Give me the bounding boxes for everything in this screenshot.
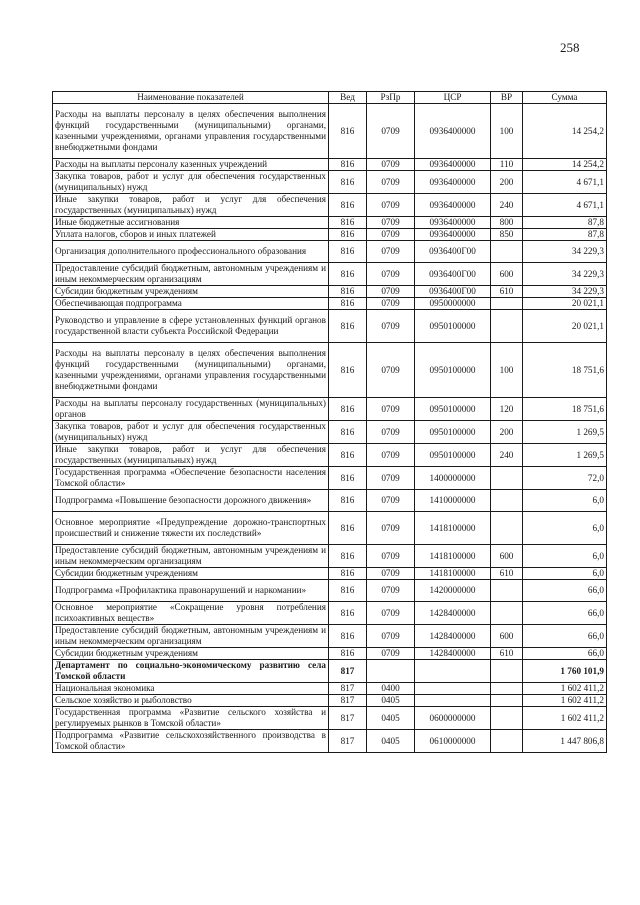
cell-sum: 66,0 <box>523 602 607 625</box>
cell-vr: 610 <box>491 286 523 298</box>
cell-name: Закупка товаров, работ и услуг для обеспечения государственных (муниципальных) нужд <box>53 171 329 194</box>
cell-name: Предоставление субсидий бюджетным, автономным учреждениям и иным некоммерческим организациям <box>53 545 329 568</box>
cell-ved: 817 <box>329 660 367 683</box>
cell-ved: 816 <box>329 398 367 421</box>
cell-csr: 1418100000 <box>415 545 491 568</box>
cell-vr <box>491 695 523 707</box>
cell-ved: 816 <box>329 602 367 625</box>
cell-sum: 20 021,1 <box>523 298 607 310</box>
cell-sum: 87,8 <box>523 217 607 229</box>
table-row <box>53 512 607 545</box>
cell-vr <box>491 730 523 753</box>
cell-vr: 600 <box>491 545 523 568</box>
cell-sum: 66,0 <box>523 625 607 648</box>
table-row <box>53 286 607 298</box>
cell-rzpr: 0709 <box>367 241 415 263</box>
cell-sum: 1 602 411,2 <box>523 683 607 695</box>
table-row <box>53 625 607 648</box>
cell-csr <box>415 695 491 707</box>
cell-vr <box>491 298 523 310</box>
cell-rzpr: 0709 <box>367 171 415 194</box>
cell-name: Субсидии бюджетным учреждениям <box>53 286 329 298</box>
cell-vr: 200 <box>491 421 523 444</box>
cell-name: Уплата налогов, сборов и иных платежей <box>53 229 329 241</box>
cell-vr <box>491 683 523 695</box>
cell-rzpr: 0709 <box>367 343 415 398</box>
cell-ved: 816 <box>329 545 367 568</box>
cell-sum: 72,0 <box>523 467 607 490</box>
cell-csr: 0936400000 <box>415 159 491 171</box>
cell-rzpr: 0709 <box>367 263 415 286</box>
table-row <box>53 298 607 310</box>
cell-ved: 817 <box>329 730 367 753</box>
table-row <box>53 229 607 241</box>
cell-rzpr: 0405 <box>367 730 415 753</box>
cell-name: Расходы на выплаты персоналу в целях обеспечения выполнения функций государственными (муниципальными) органами, казенными учреждениями, органами управления государственными внебюджетными фондами <box>53 343 329 398</box>
table-header-row <box>53 92 607 104</box>
table-row <box>53 648 607 660</box>
cell-name: Организация дополнительного профессионального образования <box>53 241 329 263</box>
cell-ved: 816 <box>329 241 367 263</box>
table-row <box>53 263 607 286</box>
cell-sum: 6,0 <box>523 490 607 512</box>
cell-name: Предоставление субсидий бюджетным, автономным учреждениям и иным некоммерческим организациям <box>53 625 329 648</box>
cell-rzpr: 0709 <box>367 298 415 310</box>
cell-vr: 120 <box>491 398 523 421</box>
cell-rzpr: 0709 <box>367 286 415 298</box>
table-row <box>53 217 607 229</box>
table-row <box>53 171 607 194</box>
cell-vr: 110 <box>491 159 523 171</box>
cell-vr <box>491 580 523 602</box>
cell-vr: 100 <box>491 104 523 159</box>
cell-csr: 1428400000 <box>415 648 491 660</box>
cell-ved: 816 <box>329 159 367 171</box>
cell-csr: 0610000000 <box>415 730 491 753</box>
table-row <box>53 343 607 398</box>
cell-vr: 100 <box>491 343 523 398</box>
table-row <box>53 568 607 580</box>
cell-ved: 816 <box>329 298 367 310</box>
table-row <box>53 602 607 625</box>
cell-ved: 817 <box>329 683 367 695</box>
cell-sum: 1 760 101,9 <box>523 660 607 683</box>
cell-name: Предоставление субсидий бюджетным, автономным учреждениям и иным некоммерческим организациям <box>53 263 329 286</box>
table-row <box>53 398 607 421</box>
cell-ved: 816 <box>329 194 367 217</box>
cell-name: Подпрограмма «Профилактика правонарушений и наркомании» <box>53 580 329 602</box>
cell-vr <box>491 660 523 683</box>
cell-name: Субсидии бюджетным учреждениям <box>53 648 329 660</box>
budget-table <box>52 91 607 753</box>
cell-sum: 14 254,2 <box>523 104 607 159</box>
cell-ved: 816 <box>329 512 367 545</box>
cell-sum: 1 269,5 <box>523 421 607 444</box>
cell-vr <box>491 602 523 625</box>
cell-rzpr: 0709 <box>367 217 415 229</box>
table-row <box>53 421 607 444</box>
cell-sum: 18 751,6 <box>523 343 607 398</box>
table-row <box>53 683 607 695</box>
table-row <box>53 444 607 467</box>
cell-rzpr: 0709 <box>367 512 415 545</box>
cell-vr <box>491 241 523 263</box>
cell-sum: 87,8 <box>523 229 607 241</box>
cell-csr <box>415 683 491 695</box>
cell-sum: 6,0 <box>523 545 607 568</box>
cell-name: Руководство и управление в сфере установленных функций органов государственной власти субъекта Российской Федерации <box>53 310 329 343</box>
table-row <box>53 159 607 171</box>
cell-vr <box>491 467 523 490</box>
header-vr: ВР <box>491 92 523 104</box>
table-row <box>53 490 607 512</box>
header-rzpr: РзПр <box>367 92 415 104</box>
cell-csr: 0600000000 <box>415 707 491 730</box>
cell-ved: 816 <box>329 625 367 648</box>
cell-csr: 0936400Г00 <box>415 286 491 298</box>
cell-sum: 1 602 411,2 <box>523 695 607 707</box>
table-row <box>53 310 607 343</box>
cell-name: Национальная экономика <box>53 683 329 695</box>
cell-sum: 18 751,6 <box>523 398 607 421</box>
cell-vr: 610 <box>491 568 523 580</box>
cell-ved: 816 <box>329 490 367 512</box>
cell-ved: 816 <box>329 286 367 298</box>
cell-csr: 1428400000 <box>415 602 491 625</box>
cell-rzpr: 0709 <box>367 229 415 241</box>
cell-name: Основное мероприятие «Предупреждение дорожно-транспортных происшествий и снижение тяжести их последствий» <box>53 512 329 545</box>
cell-name: Государственная программа «Обеспечение безопасности населения Томской области» <box>53 467 329 490</box>
cell-name: Закупка товаров, работ и услуг для обеспечения государственных (муниципальных) нужд <box>53 421 329 444</box>
cell-csr: 0950100000 <box>415 398 491 421</box>
cell-name: Департамент по социально-экономическому развитию села Томской области <box>53 660 329 683</box>
cell-rzpr: 0400 <box>367 683 415 695</box>
cell-rzpr: 0709 <box>367 568 415 580</box>
cell-csr: 1418100000 <box>415 512 491 545</box>
cell-rzpr <box>367 660 415 683</box>
cell-vr: 600 <box>491 263 523 286</box>
page-number: 258 <box>560 40 580 55</box>
cell-csr: 0950100000 <box>415 444 491 467</box>
table-row <box>53 707 607 730</box>
cell-rzpr: 0405 <box>367 695 415 707</box>
cell-rzpr: 0405 <box>367 707 415 730</box>
cell-csr: 0936400000 <box>415 194 491 217</box>
cell-name: Расходы на выплаты персоналу государственных (муниципальных) органов <box>53 398 329 421</box>
cell-sum: 4 671,1 <box>523 194 607 217</box>
cell-ved: 816 <box>329 171 367 194</box>
cell-csr: 1420000000 <box>415 580 491 602</box>
cell-csr: 0936400000 <box>415 171 491 194</box>
cell-rzpr: 0709 <box>367 545 415 568</box>
cell-sum: 6,0 <box>523 568 607 580</box>
cell-ved: 816 <box>329 580 367 602</box>
cell-csr: 1400000000 <box>415 467 491 490</box>
cell-sum: 66,0 <box>523 648 607 660</box>
header-sum: Сумма <box>523 92 607 104</box>
cell-rzpr: 0709 <box>367 467 415 490</box>
cell-name: Иные бюджетные ассигнования <box>53 217 329 229</box>
cell-csr: 0950000000 <box>415 298 491 310</box>
cell-vr: 800 <box>491 217 523 229</box>
cell-csr: 1428400000 <box>415 625 491 648</box>
cell-ved: 816 <box>329 648 367 660</box>
table-row <box>53 104 607 159</box>
cell-sum: 34 229,3 <box>523 263 607 286</box>
cell-rzpr: 0709 <box>367 625 415 648</box>
cell-csr: 0936400000 <box>415 104 491 159</box>
cell-sum: 4 671,1 <box>523 171 607 194</box>
cell-csr: 0950100000 <box>415 343 491 398</box>
cell-name: Расходы на выплаты персоналу в целях обеспечения выполнения функций государственными (муниципальными) органами, казенными учреждениями, органами управления государственными внебюджетными фондами <box>53 104 329 159</box>
cell-name: Подпрограмма «Развитие сельскохозяйственного производства в Томской области» <box>53 730 329 753</box>
table-row <box>53 194 607 217</box>
cell-sum: 1 602 411,2 <box>523 707 607 730</box>
cell-rzpr: 0709 <box>367 421 415 444</box>
cell-name: Иные закупки товаров, работ и услуг для обеспечения государственных (муниципальных) нужд <box>53 444 329 467</box>
table-row <box>53 695 607 707</box>
cell-ved: 816 <box>329 421 367 444</box>
cell-rzpr: 0709 <box>367 602 415 625</box>
cell-vr: 600 <box>491 625 523 648</box>
cell-name: Субсидии бюджетным учреждениям <box>53 568 329 580</box>
cell-csr: 0936400Г00 <box>415 263 491 286</box>
cell-ved: 816 <box>329 104 367 159</box>
cell-name: Государственная программа «Развитие сельского хозяйства и регулируемых рынков в Томской области» <box>53 707 329 730</box>
cell-ved: 817 <box>329 707 367 730</box>
cell-name: Расходы на выплаты персоналу казенных учреждений <box>53 159 329 171</box>
cell-sum: 34 229,3 <box>523 286 607 298</box>
cell-sum: 66,0 <box>523 580 607 602</box>
cell-csr <box>415 660 491 683</box>
table-row <box>53 467 607 490</box>
cell-csr: 0936400000 <box>415 229 491 241</box>
cell-vr <box>491 512 523 545</box>
header-csr: ЦСР <box>415 92 491 104</box>
cell-vr <box>491 707 523 730</box>
cell-ved: 816 <box>329 229 367 241</box>
header-name: Наименование показателей <box>53 92 329 104</box>
cell-vr: 610 <box>491 648 523 660</box>
cell-ved: 816 <box>329 263 367 286</box>
cell-rzpr: 0709 <box>367 398 415 421</box>
cell-name: Основное мероприятие «Сокращение уровня потребления психоактивных веществ» <box>53 602 329 625</box>
header-ved: Вед <box>329 92 367 104</box>
cell-sum: 20 021,1 <box>523 310 607 343</box>
cell-rzpr: 0709 <box>367 194 415 217</box>
cell-rzpr: 0709 <box>367 490 415 512</box>
table-row <box>53 545 607 568</box>
cell-ved: 816 <box>329 444 367 467</box>
cell-rzpr: 0709 <box>367 648 415 660</box>
cell-sum: 1 447 806,8 <box>523 730 607 753</box>
cell-rzpr: 0709 <box>367 444 415 467</box>
cell-ved: 817 <box>329 695 367 707</box>
cell-ved: 816 <box>329 343 367 398</box>
cell-vr: 200 <box>491 171 523 194</box>
cell-sum: 34 229,3 <box>523 241 607 263</box>
cell-vr: 240 <box>491 194 523 217</box>
cell-name: Подпрограмма «Повышение безопасности дорожного движения» <box>53 490 329 512</box>
table-row <box>53 580 607 602</box>
cell-csr: 0936400000 <box>415 217 491 229</box>
cell-csr: 0936400Г00 <box>415 241 491 263</box>
cell-name: Сельское хозяйство и рыболовство <box>53 695 329 707</box>
cell-ved: 816 <box>329 217 367 229</box>
cell-rzpr: 0709 <box>367 159 415 171</box>
cell-rzpr: 0709 <box>367 310 415 343</box>
cell-rzpr: 0709 <box>367 580 415 602</box>
cell-csr: 1418100000 <box>415 568 491 580</box>
table-row <box>53 241 607 263</box>
cell-csr: 1410000000 <box>415 490 491 512</box>
cell-ved: 816 <box>329 568 367 580</box>
cell-vr <box>491 490 523 512</box>
cell-vr: 240 <box>491 444 523 467</box>
cell-ved: 816 <box>329 310 367 343</box>
cell-name: Иные закупки товаров, работ и услуг для обеспечения государственных (муниципальных) нужд <box>53 194 329 217</box>
cell-sum: 14 254,2 <box>523 159 607 171</box>
cell-csr: 0950100000 <box>415 421 491 444</box>
cell-vr <box>491 310 523 343</box>
cell-vr: 850 <box>491 229 523 241</box>
cell-sum: 1 269,5 <box>523 444 607 467</box>
cell-sum: 6,0 <box>523 512 607 545</box>
cell-ved: 816 <box>329 467 367 490</box>
cell-rzpr: 0709 <box>367 104 415 159</box>
cell-csr: 0950100000 <box>415 310 491 343</box>
table-row <box>53 730 607 753</box>
cell-name: Обеспечивающая подпрограмма <box>53 298 329 310</box>
table-row <box>53 660 607 683</box>
